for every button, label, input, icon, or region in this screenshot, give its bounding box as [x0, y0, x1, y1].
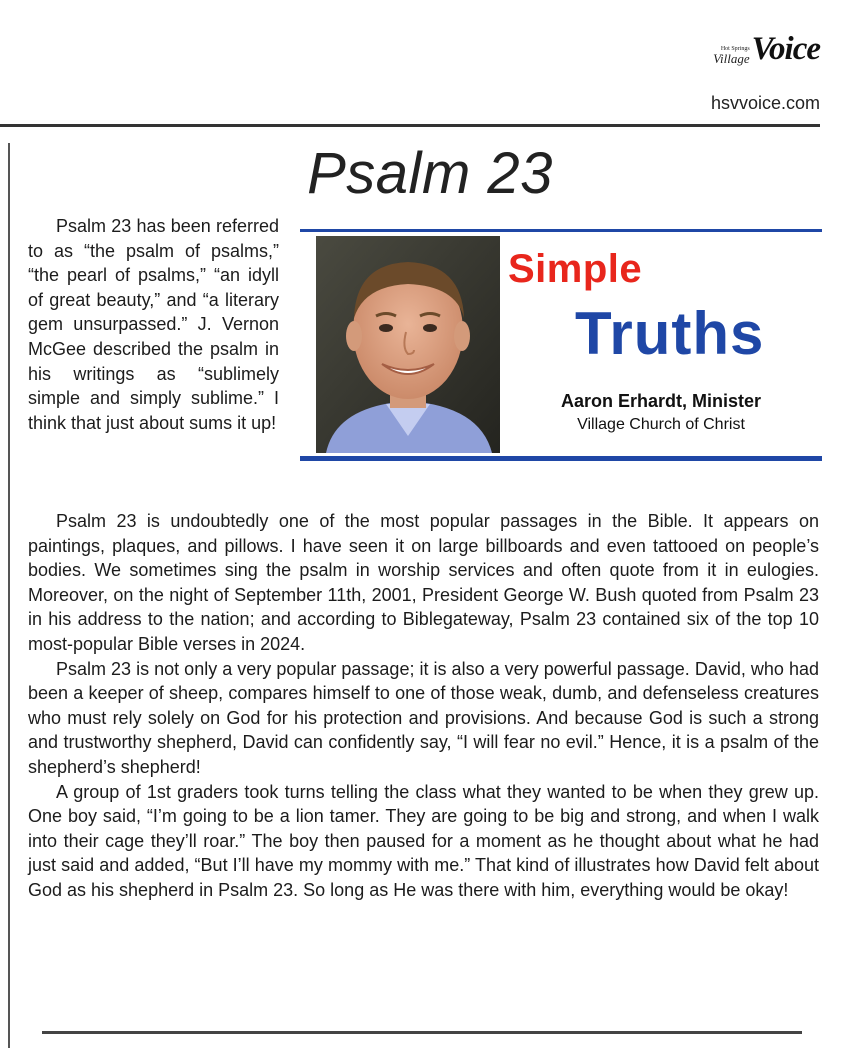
- body-paragraph-2: Psalm 23 is not only a very popular passage; it is also a very powerful passage. David, who had been a keeper of sheep, compares himself to one of those weak, dumb, and defenseless creatures who must rely solely on God for his protection and provisions. And because God is such a strong and trustworthy shepherd, David can confidently say, “I will fear no evil.” Hence, it is a psalm of the shepherd’s shepherd!: [28, 658, 819, 777]
- banner-bottom-bar: [300, 456, 822, 461]
- logo-village-text: Village: [713, 51, 750, 66]
- simple-truths-banner: [300, 229, 822, 461]
- banner-top-bar: [300, 229, 822, 232]
- header-rule: [0, 124, 820, 127]
- left-column-rule: [8, 143, 10, 1048]
- article-body: [28, 509, 819, 903]
- logo-small-text: [713, 44, 750, 64]
- church-name: Village Church of Christ: [577, 416, 745, 433]
- body-paragraph-3: A group of 1st graders took turns telling the class what they wanted to be when they grew up. One boy said, “I’m going to be a lion tamer. They are going to be big and strong, and when I walk into their cage they’ll roar.” The boy then paused for a moment as he thought about what he had just said and added, “But I’ll have my mommy with me.” That kind of illustrates how David felt about God as his shepherd in Psalm 23. So long as He was there with him, everything would be okay!: [28, 781, 819, 900]
- intro-column: [28, 214, 279, 435]
- banner-simple-word: Simple: [508, 247, 643, 291]
- logo-voice-text: Voice: [751, 31, 820, 67]
- newspaper-logo: [713, 31, 820, 67]
- footer-rule: [42, 1031, 802, 1034]
- site-url: hsvvoice.com: [710, 93, 820, 113]
- author-photo: [316, 236, 500, 453]
- author-name: Aaron Erhardt, Minister: [560, 391, 762, 411]
- author-portrait-image: [316, 236, 500, 453]
- intro-paragraph: Psalm 23 has been referred to as “the psalm of psalms,” “the pearl of psalms,” “an idyll of great beauty,” and “a literary gem unsurpassed.” J. Vernon McGee described the psalm in his writings as “sublimely simple and simply sublime.” I think that just about sums it up!: [28, 216, 279, 433]
- banner-truths-word: Truths: [575, 300, 765, 367]
- body-paragraph-1: Psalm 23 is undoubtedly one of the most popular passages in the Bible. It appears on paintings, plaques, and pillows. I have seen it on large billboards and even tattooed on people’s bodies. We sometimes sing the psalm in worship services and often quote from it in eulogies. Moreover, on the night of September 11th, 2001, President George W. Bush quoted from Psalm 23 in his address to the nation; and according to Biblegateway, Psalm 23 contained six of the top 10 most-popular Bible verses in 2024.: [28, 511, 819, 654]
- article-title: Psalm 23: [307, 141, 553, 206]
- logo-top-text: Hot Springs: [720, 46, 750, 52]
